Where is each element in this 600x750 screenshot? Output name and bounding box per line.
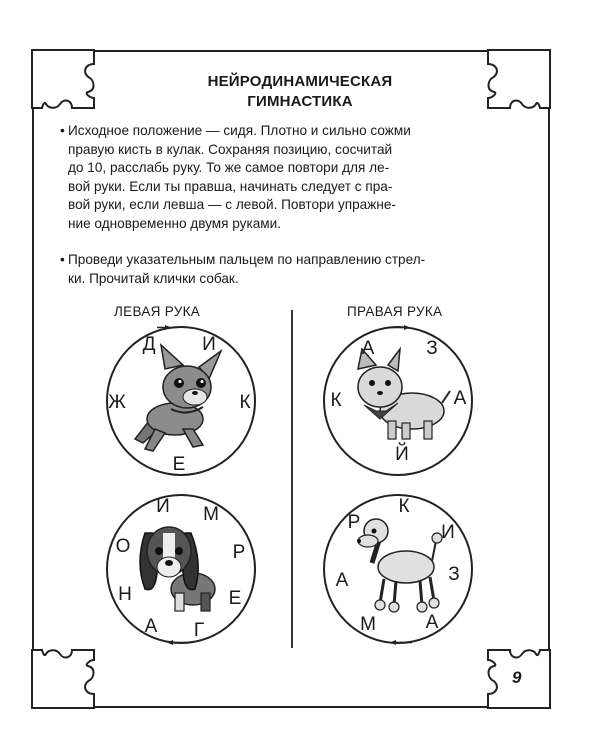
letter: Р — [232, 542, 246, 563]
letter: М — [203, 504, 219, 525]
title-line-1: НЕЙРОДИНАМИЧЕСКАЯ — [207, 73, 393, 90]
bullet: • — [60, 252, 65, 267]
instruction-paragraph-2 — [60, 251, 530, 288]
letter: А — [361, 338, 375, 359]
letter: К — [330, 390, 342, 411]
letter: А — [425, 612, 439, 633]
left-hand-label: ЛЕВАЯ РУКА — [114, 304, 201, 319]
instruction-paragraph-1 — [60, 122, 530, 234]
text-line: правую кисть в кулак. Сохраняя позицию, сосчитай — [68, 141, 393, 157]
text-line: вой руки. Если ты правша, начинать следует с пра- — [68, 178, 393, 194]
puzzle-corner-bottom-left — [32, 628, 112, 708]
text-line: Проведи указательным пальцем по направлению стрел- — [68, 252, 426, 267]
letter: Й — [395, 444, 409, 465]
text-line: ки. Прочитай клички собак. — [68, 270, 239, 286]
column-divider — [291, 310, 293, 648]
letter: Р — [347, 512, 361, 533]
text-line: ние одновременно двумя руками. — [68, 215, 282, 231]
dial-chihuahua — [105, 325, 257, 477]
dial-corgi — [322, 325, 474, 477]
letter: И — [441, 522, 455, 543]
letter: Д — [142, 334, 156, 355]
title-line-2: ГИМНАСТИКА — [247, 93, 353, 110]
spaniel-dog-icon — [105, 493, 257, 645]
letter: А — [335, 570, 349, 591]
text-line: до 10, расслабь руку. То же самое повтори для ле- — [68, 160, 390, 176]
page-number: 9 — [512, 668, 522, 687]
page-title — [0, 72, 600, 112]
letter: О — [115, 536, 131, 557]
text-line: вой руки, если левша — с левой. Повтори упражне- — [68, 197, 396, 213]
letter: Е — [172, 454, 186, 475]
letter: И — [202, 334, 216, 355]
puzzle-corner-bottom-right — [470, 628, 550, 708]
dial-spaniel — [105, 493, 257, 645]
letter: К — [398, 496, 410, 517]
letter: Е — [228, 588, 242, 609]
text-line: Исходное положение — сидя. Плотно и сильно сожми — [68, 123, 411, 138]
letter: И — [156, 496, 170, 517]
letter: Н — [118, 584, 132, 605]
letter: М — [360, 614, 376, 635]
letter: К — [239, 392, 251, 413]
letter: А — [144, 616, 158, 637]
dial-poodle — [322, 493, 474, 645]
letter: З — [448, 564, 460, 585]
letter: З — [426, 338, 438, 359]
right-hand-label: ПРАВАЯ РУКА — [347, 304, 443, 319]
letter: А — [453, 388, 467, 409]
letter: Ж — [108, 392, 126, 413]
letter: Г — [193, 620, 205, 641]
bullet: • — [60, 123, 65, 138]
